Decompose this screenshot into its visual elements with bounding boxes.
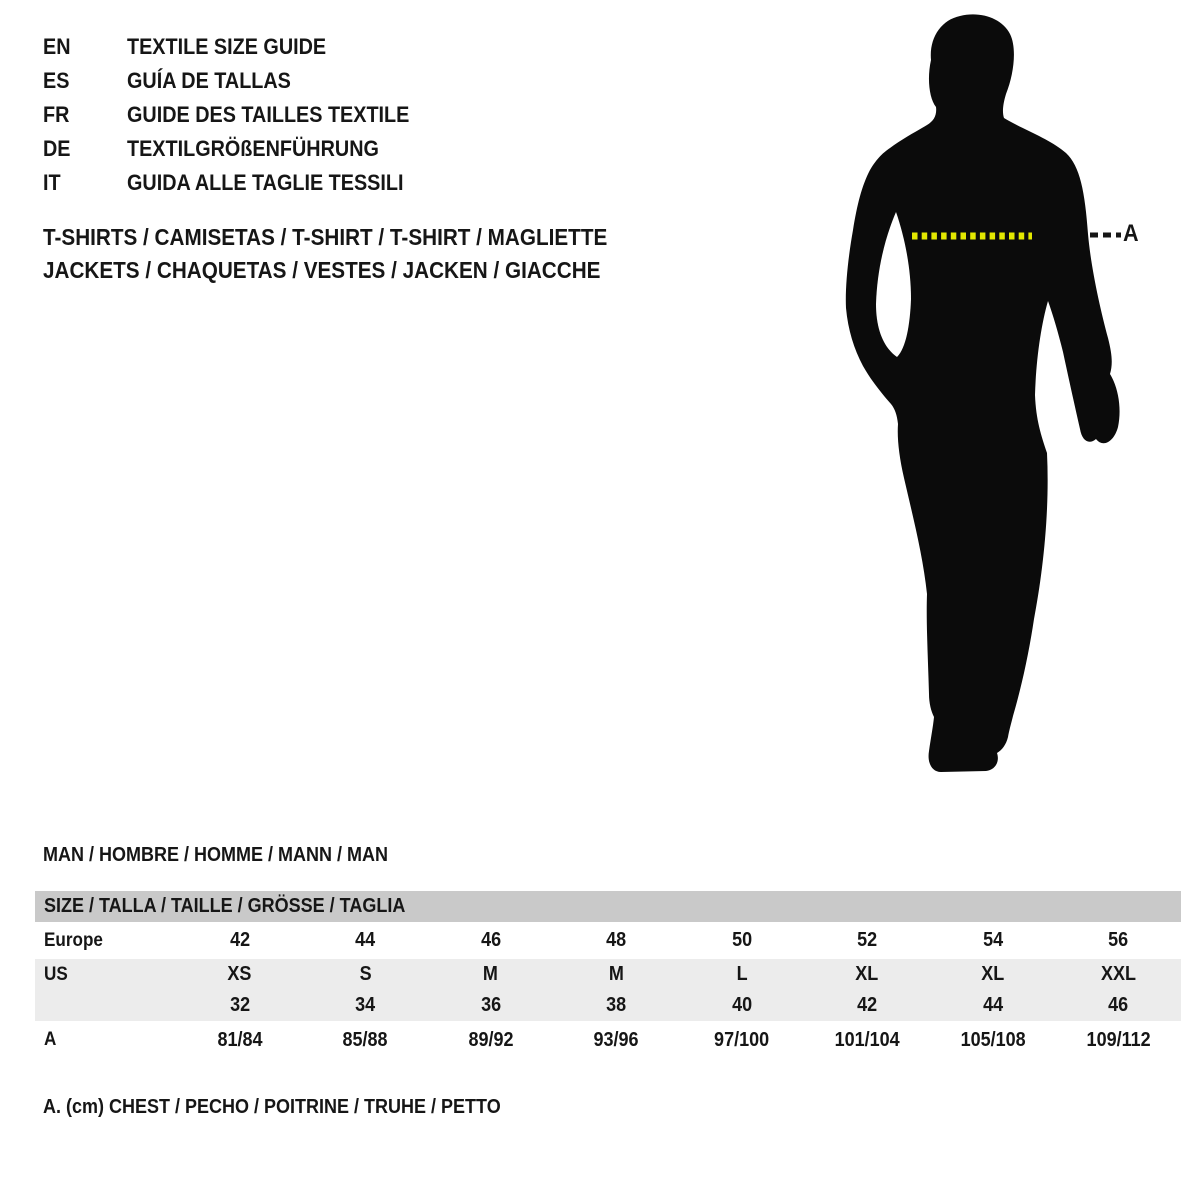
language-row — [43, 132, 441, 166]
language-title: GUIDA ALLE TAGLIE TESSILI — [127, 170, 404, 195]
table-cell: 48 — [606, 929, 627, 951]
table-cell: 36 — [480, 994, 501, 1016]
table-cell: M — [483, 963, 499, 985]
category-line: T-SHIRTS / CAMISETAS / T-SHIRT / T-SHIRT / MAGLIETTE — [43, 224, 608, 250]
table-cell: XL — [855, 963, 879, 985]
table-cell: 50 — [731, 929, 752, 951]
table-cell: 44 — [982, 994, 1003, 1016]
row-label: A — [44, 1029, 57, 1050]
table-cell: 38 — [606, 994, 627, 1016]
row-label: Europe — [44, 929, 103, 951]
table-cell: XS — [227, 963, 252, 985]
measure-label-a: A — [1123, 220, 1139, 247]
table-row-us-numeric — [35, 990, 1181, 1021]
table-cell: 105/108 — [960, 1028, 1026, 1051]
table-row-europe — [35, 922, 1181, 959]
table-cell: 85/88 — [342, 1028, 388, 1051]
language-row — [43, 30, 441, 64]
man-silhouette-icon — [820, 6, 1150, 778]
language-row — [43, 64, 441, 98]
language-code: ES — [43, 68, 70, 93]
category-line: JACKETS / CHAQUETAS / VESTES / JACKEN / GIACCHE — [43, 257, 601, 283]
table-cell: 46 — [480, 929, 501, 951]
table-row-us — [35, 959, 1181, 990]
language-title: GUÍA DE TALLAS — [127, 68, 291, 93]
table-cell: 52 — [857, 929, 878, 951]
table-cell: 93/96 — [593, 1028, 639, 1051]
table-cell: 89/92 — [468, 1028, 514, 1051]
table-cell: 97/100 — [714, 1028, 770, 1051]
language-title: GUIDE DES TAILLES TEXTILE — [127, 102, 410, 127]
language-code: IT — [43, 170, 61, 195]
language-row — [43, 166, 441, 200]
measure-footnote: A. (cm) CHEST / PECHO / POITRINE / TRUHE / PETTO — [43, 1096, 501, 1118]
table-cell: 40 — [731, 994, 752, 1016]
table-cell: 109/112 — [1086, 1028, 1151, 1051]
table-cell: 34 — [355, 994, 376, 1016]
table-cell: 101/104 — [834, 1028, 900, 1051]
language-row — [43, 98, 441, 132]
language-list — [43, 30, 441, 200]
table-cell: L — [736, 963, 748, 985]
table-cell: M — [608, 963, 624, 985]
size-table — [35, 891, 1181, 1059]
category-list — [43, 221, 670, 287]
section-title: MAN / HOMBRE / HOMME / MANN / MAN — [43, 844, 388, 866]
table-cell: XL — [981, 963, 1005, 985]
table-cell: 46 — [1108, 994, 1129, 1016]
table-cell: 42 — [857, 994, 878, 1016]
language-code: FR — [43, 102, 70, 127]
table-cell: 56 — [1108, 929, 1129, 951]
table-cell: XXL — [1100, 963, 1136, 985]
table-cell: S — [359, 963, 372, 985]
table-cell: 42 — [229, 929, 250, 951]
language-title: TEXTILGRÖßENFÜHRUNG — [127, 136, 379, 161]
table-cell: 44 — [355, 929, 376, 951]
size-table-header-bar — [35, 891, 1181, 922]
language-title: TEXTILE SIZE GUIDE — [127, 34, 327, 59]
table-cell: 81/84 — [217, 1028, 263, 1051]
man-body-shape — [846, 14, 1120, 772]
table-row-chest — [35, 1021, 1181, 1059]
row-label: US — [44, 963, 68, 985]
language-code: DE — [43, 136, 71, 161]
size-table-header-text: SIZE / TALLA / TAILLE / GRÖSSE / TAGLIA — [44, 895, 406, 917]
language-code: EN — [43, 34, 71, 59]
table-cell: 54 — [982, 929, 1003, 951]
table-cell: 32 — [229, 994, 250, 1016]
